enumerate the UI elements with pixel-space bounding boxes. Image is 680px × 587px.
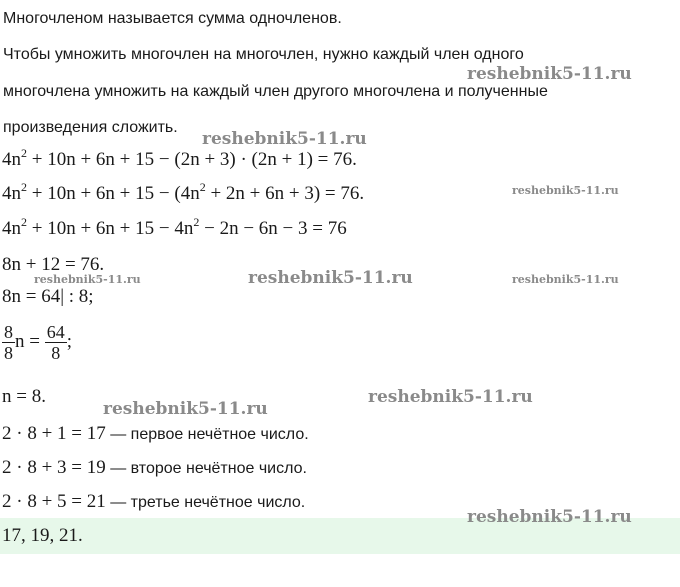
- fraction-right: $\frac{64}{8}$: [46, 322, 65, 363]
- watermark: reshebnik5-11.ru: [368, 387, 533, 407]
- equation-7: n = 8.: [2, 386, 46, 407]
- equation-10: 2 · 8 + 5 = 21 — третье нечётное число.: [2, 491, 306, 512]
- watermark: reshebnik5-11.ru: [248, 268, 413, 288]
- watermark: reshebnik5-11.ru: [34, 273, 141, 286]
- equation-2: $4n^2 + 10n + 6n + 15 - (4n^2 + 2n + 6n + 3) = 76$.: [2, 180, 365, 204]
- rule-text-line-2: многочлена умножить на каждый член другого многочлена и полученные: [3, 83, 548, 100]
- watermark: reshebnik5-11.ru: [467, 507, 632, 527]
- answer-text: 17, 19, 21.: [2, 525, 83, 546]
- rule-text-line-3: произведения сложить.: [3, 119, 178, 136]
- definition-text: Многочленом называется сумма одночленов.: [3, 10, 342, 27]
- watermark: reshebnik5-11.ru: [202, 129, 367, 149]
- equation-8: 2 · 8 + 1 = 17 — первое нечётное число.: [2, 423, 309, 444]
- equation-3: $4n^2 + 10n + 6n + 15 - 4n^2 - 2n - 6n - 3 = 76$: [2, 215, 347, 239]
- rule-text-line-1: Чтобы умножить многочлен на многочлен, нужно каждый член одного: [3, 46, 524, 63]
- equation-9: 2 · 8 + 3 = 19 — второе нечётное число.: [2, 457, 307, 478]
- fraction-left: $\frac{8}{8}$: [4, 322, 13, 363]
- watermark: reshebnik5-11.ru: [467, 64, 632, 84]
- equation-1: $4n^2 + 10n + 6n + 15 - (2n + 3) \cdot (2n + 1) = 76$.: [2, 146, 357, 170]
- equation-5: 8n = 64| : 8;: [2, 286, 94, 307]
- equation-4: 8n + 12 = 76.: [2, 254, 105, 275]
- equation-6: $\frac{8}{8}$ n = $\frac{64}{8}$ ;: [4, 322, 72, 363]
- watermark: reshebnik5-11.ru: [512, 273, 619, 286]
- watermark: reshebnik5-11.ru: [512, 184, 619, 197]
- watermark: reshebnik5-11.ru: [103, 399, 268, 419]
